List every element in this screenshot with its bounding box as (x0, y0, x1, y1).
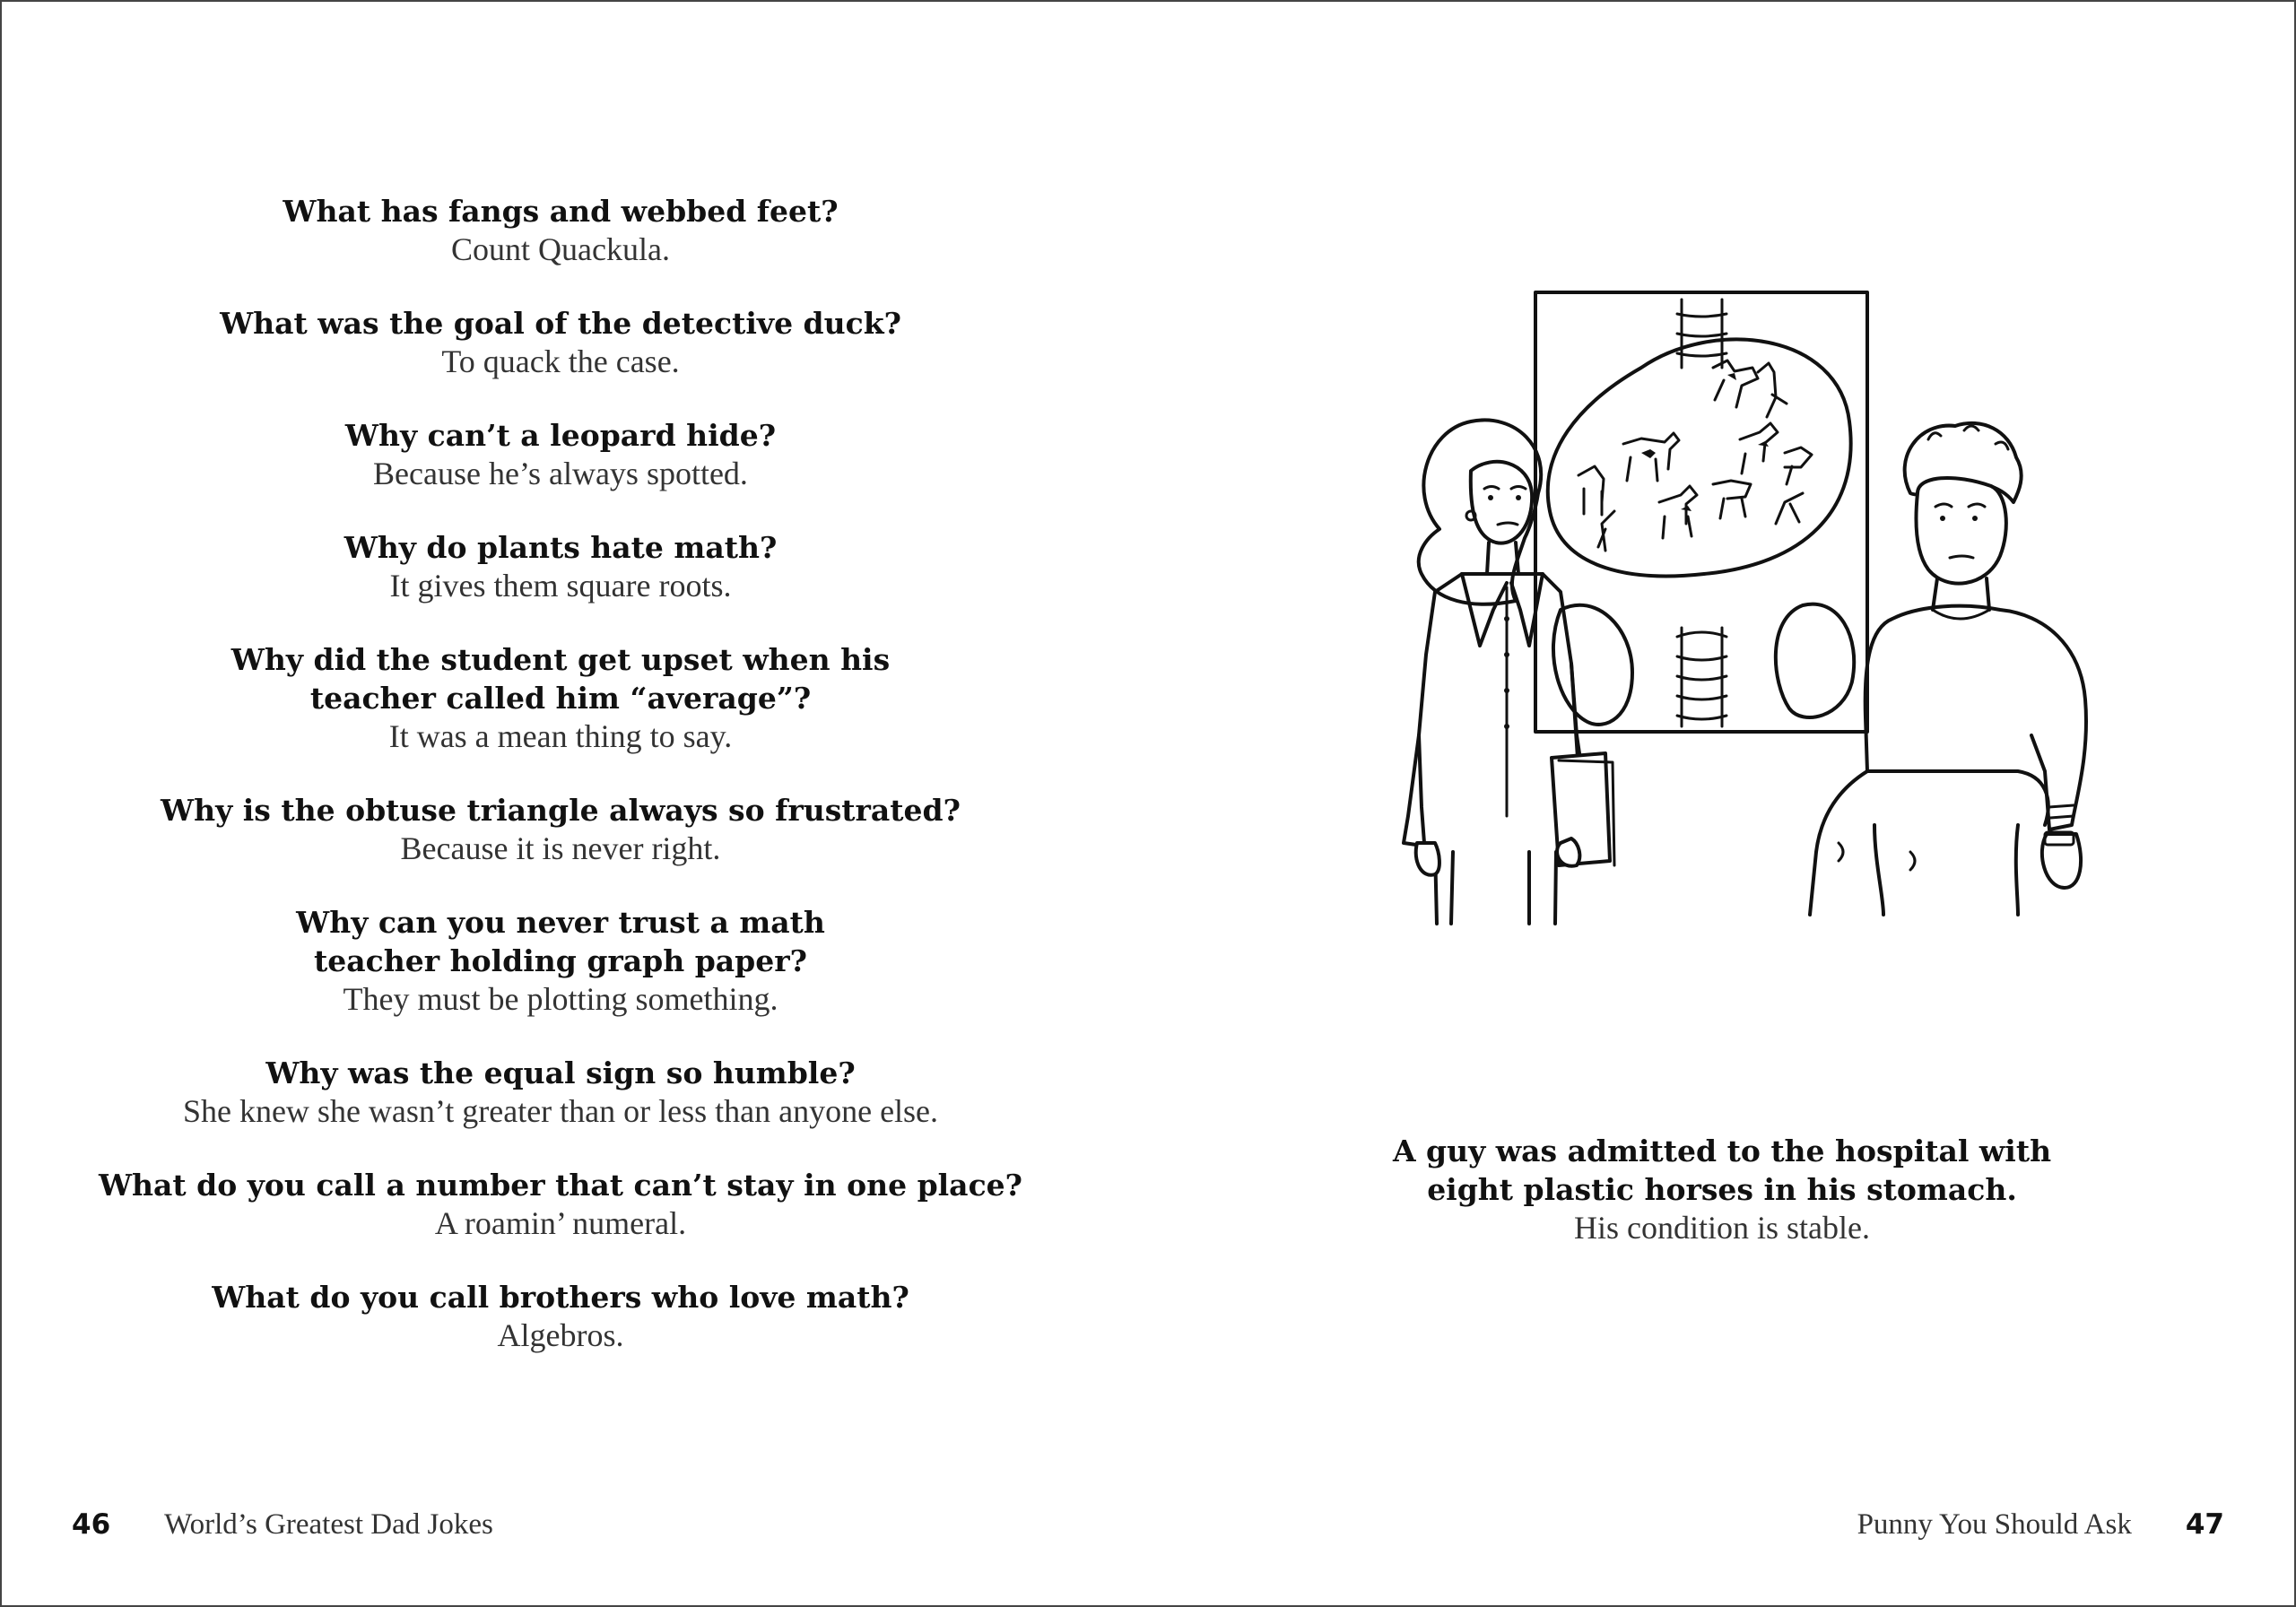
joke-question: What has fangs and webbed feet? (283, 194, 839, 229)
running-head-left: World’s Greatest Dad Jokes (164, 1507, 493, 1541)
joke-answer: She knew she wasn’t greater than or less than anyone else. (182, 1093, 939, 1129)
illustration-caption (1318, 1132, 2126, 1247)
joke-answer: A roamin’ numeral. (434, 1205, 687, 1241)
joke-question: Why was the equal sign so humble? (265, 1055, 856, 1090)
joke-question: Why did the student get upset when his teacher called him “average”? (230, 642, 891, 716)
joke-question: What do you call brothers who love math? (212, 1280, 909, 1315)
left-footer (72, 1502, 493, 1547)
joke-item (0, 1166, 1121, 1243)
joke-answer: Count Quackula. (451, 231, 670, 267)
joke-question: Why can’t a leopard hide? (344, 418, 777, 453)
joke-item (0, 528, 1121, 605)
joke-item (0, 416, 1121, 493)
joke-answer: It was a mean thing to say. (388, 718, 733, 754)
joke-answer: It gives them square roots. (389, 568, 732, 604)
page-number-right: 47 (2185, 1508, 2224, 1541)
joke-question: What do you call a number that can’t stay in one place? (99, 1168, 1022, 1203)
caption-answer: His condition is stable. (1574, 1210, 1870, 1246)
joke-item (0, 304, 1121, 381)
joke-item (0, 640, 1121, 756)
joke-item (0, 791, 1121, 868)
joke-question: Why is the obtuse triangle always so frustrated? (161, 793, 961, 828)
caption-question: A guy was admitted to the hospital with eight plastic horses in his stomach. (1392, 1134, 2052, 1207)
joke-answer: To quack the case. (441, 343, 680, 379)
joke-answer: They must be plotting something. (343, 981, 778, 1017)
joke-question: What was the goal of the detective duck? (220, 306, 901, 341)
joke-item (0, 1278, 1121, 1355)
joke-question: Why do plants hate math? (344, 530, 778, 565)
running-head-right: Punny You Should Ask (1857, 1507, 2132, 1541)
joke-item (0, 1054, 1121, 1131)
left-page (0, 0, 1121, 1607)
doctor-patient-xray-illustration (1336, 269, 2108, 1076)
joke-list (0, 192, 1121, 1390)
page-number-left: 46 (72, 1508, 111, 1541)
joke-item (0, 192, 1121, 269)
joke-answer: Because he’s always spotted. (373, 456, 748, 491)
xray-illustration-icon (1336, 269, 2108, 1076)
joke-answer: Algebros. (497, 1317, 624, 1353)
joke-answer: Because it is never right. (400, 830, 721, 866)
right-footer (1857, 1502, 2224, 1547)
joke-question: Why can you never trust a math teacher holding graph paper? (296, 905, 825, 978)
joke-item (0, 903, 1121, 1019)
